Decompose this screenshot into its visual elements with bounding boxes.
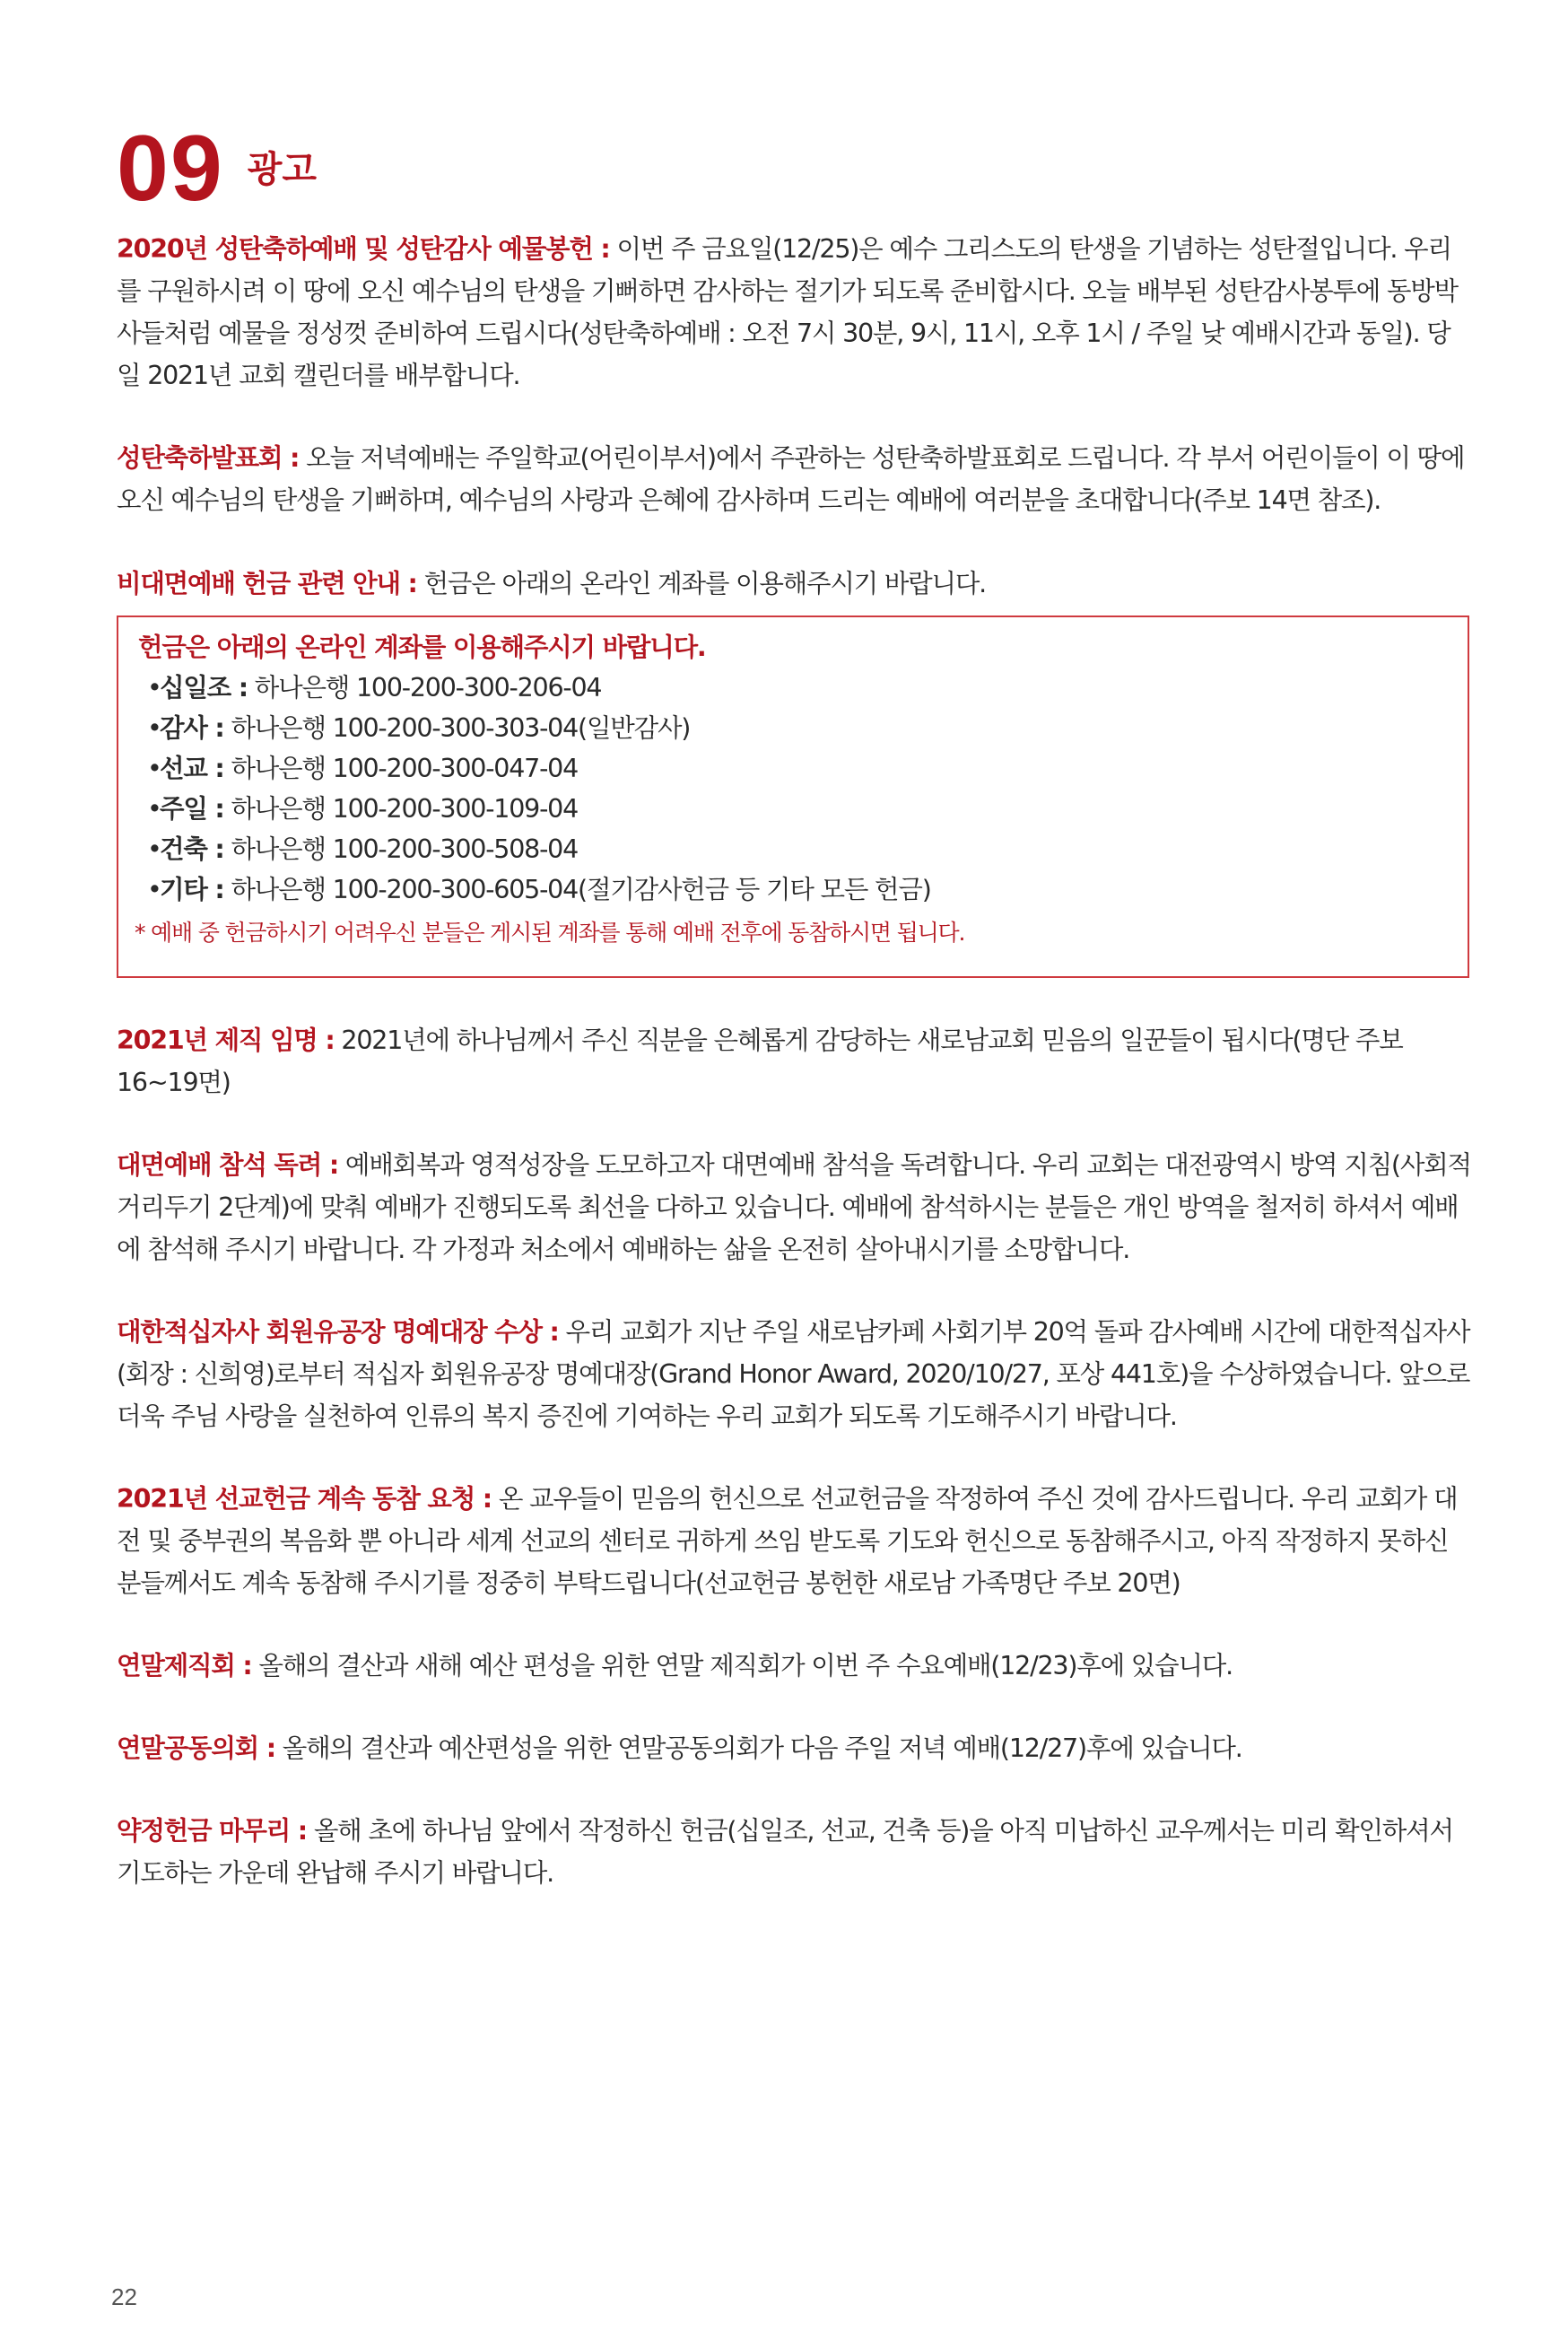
announcement-red-cross-award bbox=[117, 1311, 1471, 1437]
section-header bbox=[117, 115, 1471, 221]
section-title: 광고 bbox=[247, 149, 317, 190]
bullet-icon: • bbox=[147, 754, 161, 783]
account-number: 하나은행 100-200-300-605-04(절기감사헌금 등 기타 모든 헌금) bbox=[223, 875, 931, 904]
announcement-label: 2021년 제직 임명 : bbox=[117, 1026, 335, 1055]
offering-box-note: * 예배 중 헌금하시기 어려우신 분들은 게시된 계좌를 통해 예배 전후에 동참하시면 됩니다. bbox=[135, 920, 965, 946]
announcement-label: 연말제직회 : bbox=[117, 1651, 252, 1681]
bullet-icon: • bbox=[147, 834, 161, 864]
announcement-pledge-completion bbox=[117, 1810, 1471, 1894]
page-number: 22 bbox=[111, 2283, 137, 2310]
announcement-text: 올해의 결산과 예산편성을 위한 연말공동의회가 다음 주일 저녁 예배(12/27)후에 있습니다. bbox=[274, 1733, 1242, 1763]
bullet-icon: • bbox=[147, 794, 161, 824]
announcement-year-end-officers-meeting bbox=[117, 1645, 1471, 1687]
announcement-text: 올해의 결산과 새해 예산 편성을 위한 연말 제직회가 이번 주 수요예배(12/23)후에 있습니다. bbox=[251, 1651, 1233, 1681]
announcement-label: 성탄축하발표회 : bbox=[117, 443, 300, 473]
account-label: 감사 : bbox=[160, 713, 224, 743]
account-label: 주일 : bbox=[160, 794, 224, 824]
announcement-text: 이번 주 금요일(12/25)은 예수 그리스도의 탄생을 기념하는 성탄절입니다. 우리를 구원하시려 이 땅에 오신 예수님의 탄생을 기뻐하면 감사하는 절기가 되도록 준비합시다. 오늘 배부된 성탄감사봉투에 동방박사들처럼 예물을 정성껏 준비하여 드립시다(성탄축하예배 : 오전 7시 30분, 9시, 11시, 오후 1시 / 주일 낮 예배시간과 동일). 당일 2021년 교회 캘린더를 배부합니다. bbox=[117, 234, 1458, 390]
account-number: 하나은행 100-200-300-109-04 bbox=[223, 794, 579, 824]
announcement-in-person-worship bbox=[117, 1144, 1471, 1270]
announcement-label: 연말공동의회 : bbox=[117, 1733, 275, 1763]
announcement-label: 비대면예배 헌금 관련 안내 : bbox=[117, 569, 417, 598]
account-number: 하나은행 100-200-300-303-04(일반감사) bbox=[223, 713, 691, 743]
bullet-icon: • bbox=[147, 673, 161, 703]
announcement-text: 예배회복과 영적성장을 도모하고자 대면예배 참석을 독려합니다. 우리 교회는 대전광역시 방역 지침(사회적거리두기 2단계)에 맞춰 예배가 진행되도록 최선을 다하고 있습니다. 예배에 참석하시는 분들은 개인 방역을 철저히 하셔서 예배에 참석해 주시기 바랍니다. 각 가정과 처소에서 예배하는 삶을 온전히 살아내시기를 소망합니다. bbox=[117, 1150, 1471, 1264]
announcement-officer-appointment bbox=[117, 1019, 1471, 1104]
account-row-tithe bbox=[135, 668, 1453, 708]
announcement-text: 2021년에 하나님께서 주신 직분을 은혜롭게 감당하는 새로남교회 믿음의 일꾼들이 됩시다(명단 주보 16~19면) bbox=[117, 1026, 1403, 1097]
bullet-icon: • bbox=[147, 875, 161, 904]
announcement-text: 온 교우들이 믿음의 헌신으로 선교헌금을 작정하여 주신 것에 감사드립니다. 우리 교회가 대전 및 중부권의 복음화 뿐 아니라 세계 선교의 센터로 귀하게 쓰임 받도록 기도와 헌신으로 동참해주시고, 아직 작정하지 못하신 분들께서도 계속 동참해 주시기를 정중히 부탁드립니다(선교헌금 봉헌한 새로남 가족명단 주보 20면) bbox=[117, 1484, 1458, 1598]
bullet-icon: • bbox=[147, 713, 161, 743]
announcement-label: 약정헌금 마무리 : bbox=[117, 1816, 307, 1846]
account-label: 십일조 : bbox=[160, 673, 248, 703]
account-number: 하나은행 100-200-300-508-04 bbox=[223, 834, 579, 864]
announcement-text: 올해 초에 하나님 앞에서 작정하신 헌금(십일조, 선교, 건축 등)을 아직 미납하신 교우께서는 미리 확인하셔서 기도하는 가운데 완납해 주시기 바랍니다. bbox=[117, 1816, 1453, 1888]
announcement-year-end-congregation-meeting bbox=[117, 1727, 1471, 1769]
account-number: 하나은행 100-200-300-206-04 bbox=[247, 673, 602, 703]
account-row-thanks bbox=[135, 708, 1453, 748]
announcement-text: 오늘 저녁예배는 주일학교(어린이부서)에서 주관하는 성탄축하발표회로 드립니다. 각 부서 어린이들이 이 땅에 오신 예수님의 탄생을 기뻐하며, 예수님의 사랑과 은혜에 감사하며 드리는 예배에 여러분을 초대합니다(주보 14면 참조). bbox=[117, 443, 1465, 515]
announcement-label: 2021년 선교헌금 계속 동참 요청 : bbox=[117, 1484, 492, 1514]
account-row-sunday bbox=[135, 789, 1453, 829]
announcement-label: 대한적십자사 회원유공장 명예대장 수상 : bbox=[117, 1317, 559, 1347]
announcement-text: 우리 교회가 지난 주일 새로남카페 사회기부 20억 돌파 감사예배 시간에 대한적십자사(회장 : 신희영)로부터 적십자 회원유공장 명예대장(Grand Honor Award, 2020/10/27, 포상 441호)을 수상하였습니다. 앞으로 더욱 주님 사랑을 실천하여 인류의 복지 증진에 기여하는 우리 교회가 되도록 기도해주시기 바랍니다. bbox=[117, 1317, 1470, 1431]
announcement-label: 대면예배 참석 독려 : bbox=[117, 1150, 339, 1180]
account-label: 건축 : bbox=[160, 834, 224, 864]
section-number: 09 bbox=[117, 117, 224, 221]
offering-accounts-box bbox=[117, 615, 1469, 978]
account-row-other bbox=[135, 869, 1453, 910]
announcement-text: 헌금은 아래의 온라인 계좌를 이용해주시기 바랍니다. bbox=[416, 569, 987, 598]
account-row-building bbox=[135, 829, 1453, 869]
announcement-christmas-performance bbox=[117, 437, 1471, 521]
account-row-mission bbox=[135, 748, 1453, 789]
account-label: 선교 : bbox=[160, 754, 224, 783]
announcement-label: 2020년 성탄축하예배 및 성탄감사 예물봉헌 : bbox=[117, 234, 610, 264]
announcements-page bbox=[117, 115, 1471, 1894]
announcement-christmas-service bbox=[117, 228, 1471, 397]
announcement-mission-offering bbox=[117, 1478, 1471, 1604]
offering-box-title: 헌금은 아래의 온라인 계좌를 이용해주시기 바랍니다. bbox=[138, 633, 706, 662]
announcement-online-offering bbox=[117, 563, 1471, 605]
account-label: 기타 : bbox=[160, 875, 224, 904]
account-number: 하나은행 100-200-300-047-04 bbox=[223, 754, 579, 783]
